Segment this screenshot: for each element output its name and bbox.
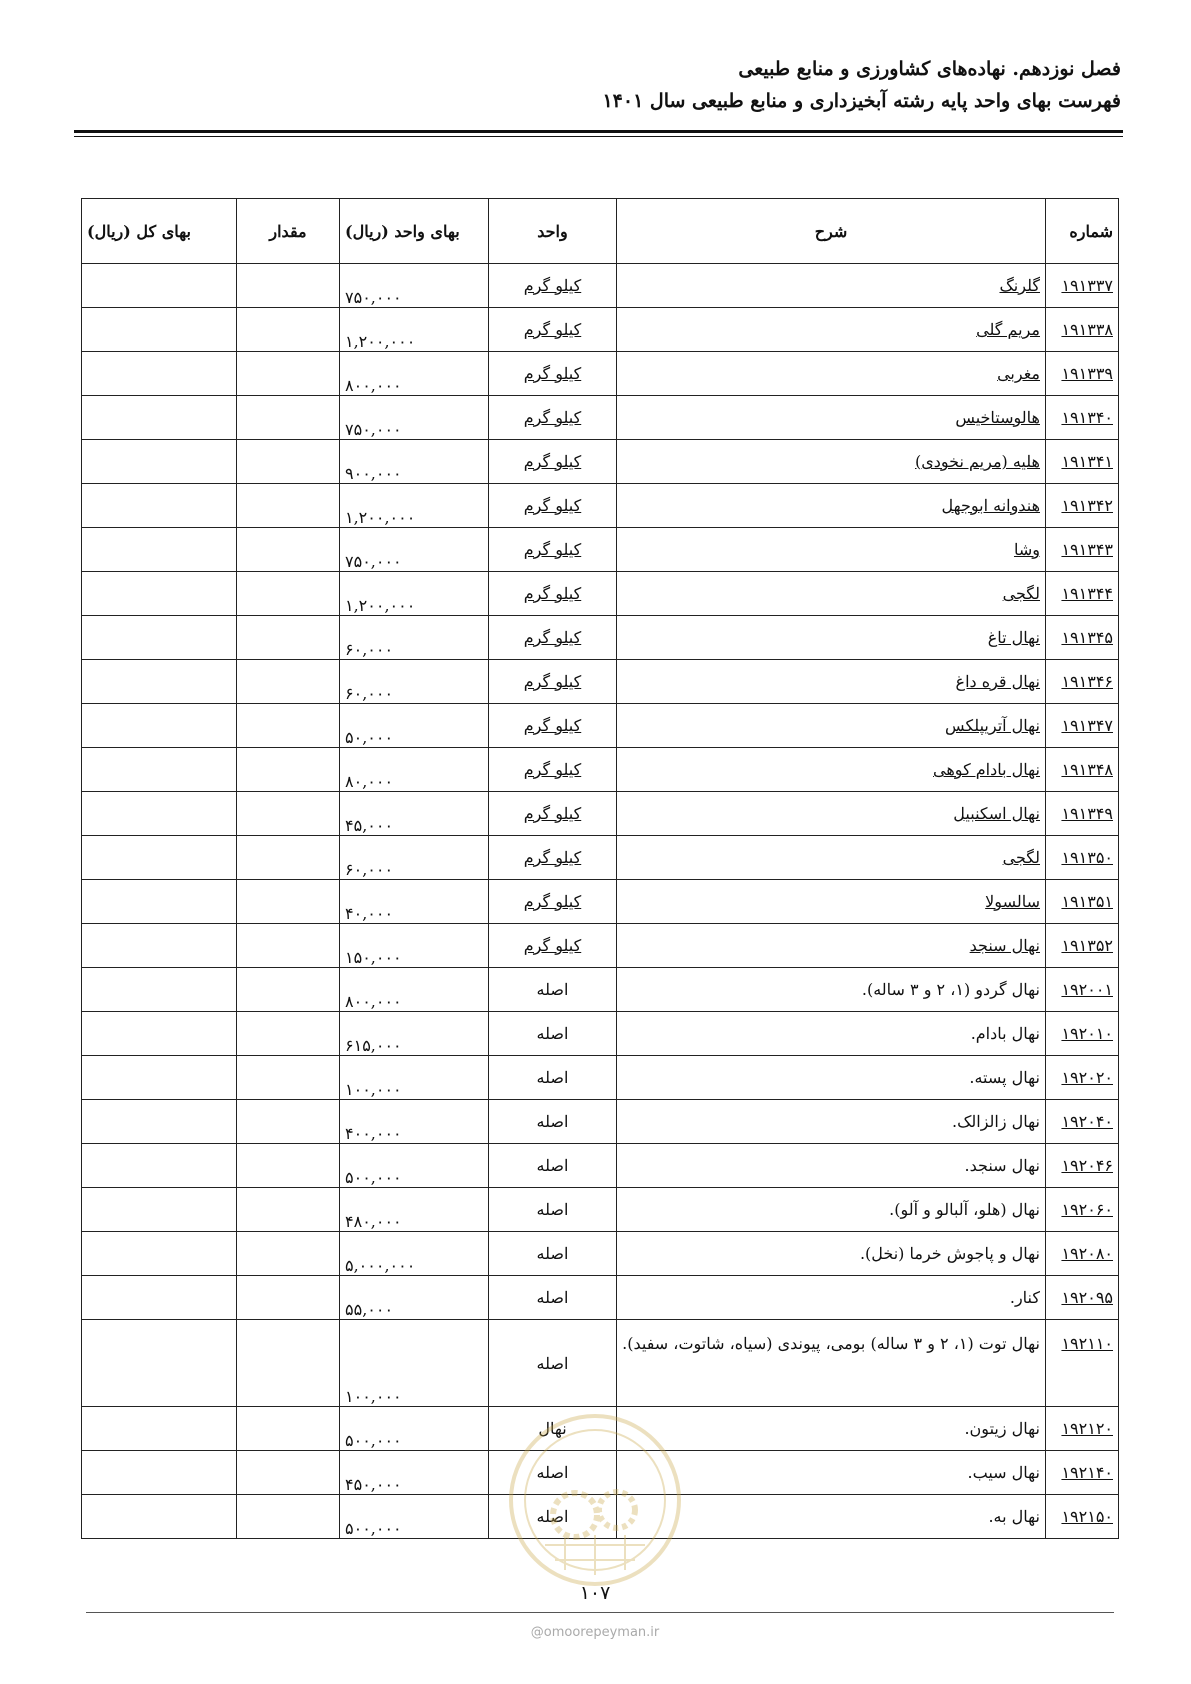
- item-description-text: نهال سنجد.: [964, 1156, 1040, 1175]
- item-quantity: [237, 924, 340, 968]
- table-row: [82, 264, 1119, 308]
- item-total-price: [82, 396, 237, 440]
- item-description: [617, 264, 1046, 308]
- item-quantity: [237, 440, 340, 484]
- item-unit: [489, 748, 617, 792]
- item-number: ۱۹۱۳۴۲: [1046, 484, 1119, 528]
- item-unit-text: اصله: [536, 1024, 569, 1043]
- item-description: [617, 748, 1046, 792]
- item-total-price: [82, 1320, 237, 1407]
- item-total-price: [82, 1407, 237, 1451]
- item-description-text: نهال آتریپلکس: [945, 716, 1040, 735]
- item-quantity: [237, 572, 340, 616]
- item-quantity: [237, 1100, 340, 1144]
- item-unit: [489, 1320, 617, 1407]
- item-total-price: [82, 1451, 237, 1495]
- item-quantity: [237, 1451, 340, 1495]
- item-unit-price: ۴۰۰,۰۰۰: [340, 1100, 489, 1144]
- table-row: [82, 1012, 1119, 1056]
- item-unit-price: ۷۵۰,۰۰۰: [340, 396, 489, 440]
- item-unit: [489, 1100, 617, 1144]
- item-description-text: مغربی: [997, 364, 1040, 383]
- item-unit-text: اصله: [536, 1463, 569, 1482]
- item-unit-price: ۱۰۰,۰۰۰: [340, 1056, 489, 1100]
- item-number: ۱۹۲۰۶۰: [1046, 1188, 1119, 1232]
- item-quantity: [237, 264, 340, 308]
- item-total-price: [82, 1232, 237, 1276]
- item-number: ۱۹۱۳۴۷: [1046, 704, 1119, 748]
- item-quantity: [237, 1495, 340, 1539]
- item-description: [617, 1144, 1046, 1188]
- item-total-price: [82, 1056, 237, 1100]
- item-unit: [489, 1276, 617, 1320]
- item-number: ۱۹۱۳۴۸: [1046, 748, 1119, 792]
- item-number: ۱۹۱۳۴۰: [1046, 396, 1119, 440]
- item-total-price: [82, 616, 237, 660]
- table-row: [82, 880, 1119, 924]
- header-total-price: بهای کل (ریال): [82, 199, 237, 264]
- item-total-price: [82, 660, 237, 704]
- item-unit-price: ۵,۰۰۰,۰۰۰: [340, 1232, 489, 1276]
- table-row: [82, 440, 1119, 484]
- item-quantity: [237, 352, 340, 396]
- item-description-text: هالوستاخیس: [955, 408, 1040, 427]
- item-description-text: کنار.: [1009, 1288, 1040, 1307]
- item-unit-price: ۷۵۰,۰۰۰: [340, 528, 489, 572]
- item-total-price: [82, 704, 237, 748]
- item-unit-price: ۴۸۰,۰۰۰: [340, 1188, 489, 1232]
- item-unit-price: ۶۱۵,۰۰۰: [340, 1012, 489, 1056]
- item-number: ۱۹۱۳۳۹: [1046, 352, 1119, 396]
- item-description-text: نهال پسته.: [969, 1068, 1040, 1087]
- item-unit-text: اصله: [536, 1112, 569, 1131]
- item-description-text: نهال زالزالک.: [951, 1112, 1040, 1131]
- item-description: [617, 1188, 1046, 1232]
- item-total-price: [82, 264, 237, 308]
- item-number: ۱۹۲۱۵۰: [1046, 1495, 1119, 1539]
- item-unit: [489, 484, 617, 528]
- item-quantity: [237, 836, 340, 880]
- item-description-text: نهال بادام کوهی: [933, 760, 1040, 779]
- table-row: [82, 484, 1119, 528]
- item-number: ۱۹۲۱۴۰: [1046, 1451, 1119, 1495]
- item-total-price: [82, 748, 237, 792]
- item-unit: [489, 264, 617, 308]
- item-unit: [489, 616, 617, 660]
- chapter-title: فصل نوزدهم. نهاده‌های کشاورزی و منابع طبیعی: [738, 58, 1121, 80]
- item-description: [617, 792, 1046, 836]
- item-unit-text: کیلو گرم: [523, 452, 582, 471]
- item-unit-price: ۷۵۰,۰۰۰: [340, 264, 489, 308]
- item-unit: [489, 1144, 617, 1188]
- item-description-text: نهال و پاجوش خرما (نخل).: [859, 1244, 1040, 1263]
- item-quantity: [237, 704, 340, 748]
- item-description: [617, 352, 1046, 396]
- item-unit-text: کیلو گرم: [523, 320, 582, 339]
- item-number: ۱۹۱۳۴۹: [1046, 792, 1119, 836]
- item-total-price: [82, 572, 237, 616]
- item-unit: [489, 1056, 617, 1100]
- page-header: [70, 52, 1121, 116]
- item-unit-price: ۹۰۰,۰۰۰: [340, 440, 489, 484]
- item-unit-price: ۵۰۰,۰۰۰: [340, 1407, 489, 1451]
- price-list-table: [81, 198, 1119, 1539]
- item-unit-text: کیلو گرم: [523, 496, 582, 515]
- item-number: ۱۹۱۳۵۰: [1046, 836, 1119, 880]
- item-unit-price: ۴۰,۰۰۰: [340, 880, 489, 924]
- item-quantity: [237, 1276, 340, 1320]
- item-unit: [489, 792, 617, 836]
- item-unit: [489, 308, 617, 352]
- item-unit-text: اصله: [536, 1288, 569, 1307]
- item-number: ۱۹۱۳۴۱: [1046, 440, 1119, 484]
- item-unit: [489, 880, 617, 924]
- item-unit-price: ۱,۲۰۰,۰۰۰: [340, 484, 489, 528]
- item-unit: [489, 924, 617, 968]
- item-total-price: [82, 440, 237, 484]
- header-description: شرح: [617, 199, 1046, 264]
- item-description-text: نهال تاغ: [987, 628, 1040, 647]
- table-row: [82, 572, 1119, 616]
- item-description: [617, 1276, 1046, 1320]
- item-quantity: [237, 396, 340, 440]
- item-unit-text: کیلو گرم: [523, 804, 582, 823]
- item-description: [617, 528, 1046, 572]
- item-total-price: [82, 1100, 237, 1144]
- item-description: [617, 1012, 1046, 1056]
- item-description-text: لگجی: [1002, 584, 1040, 603]
- item-quantity: [237, 1407, 340, 1451]
- item-number: ۱۹۲۰۲۰: [1046, 1056, 1119, 1100]
- item-unit-text: کیلو گرم: [523, 408, 582, 427]
- item-unit: [489, 704, 617, 748]
- item-unit: [489, 1232, 617, 1276]
- table-row: [82, 792, 1119, 836]
- item-unit-text: کیلو گرم: [523, 540, 582, 559]
- item-unit-text: کیلو گرم: [523, 628, 582, 647]
- table-row: [82, 1276, 1119, 1320]
- header-rule-thick: [74, 130, 1123, 133]
- item-unit-text: اصله: [536, 1507, 569, 1526]
- table-row: [82, 748, 1119, 792]
- item-description-text: نهال قره داغ: [955, 672, 1040, 691]
- item-number: ۱۹۱۳۴۵: [1046, 616, 1119, 660]
- item-unit: [489, 968, 617, 1012]
- item-unit: [489, 660, 617, 704]
- item-description-text: نهال بادام.: [970, 1024, 1040, 1043]
- item-unit-text: اصله: [536, 1244, 569, 1263]
- item-unit: [489, 440, 617, 484]
- item-unit: [489, 572, 617, 616]
- item-description: [617, 1056, 1046, 1100]
- item-quantity: [237, 968, 340, 1012]
- table-row: [82, 704, 1119, 748]
- header-number: شماره: [1046, 199, 1119, 264]
- item-unit-price: ۴۵۰,۰۰۰: [340, 1451, 489, 1495]
- item-unit-price: ۵۰۰,۰۰۰: [340, 1495, 489, 1539]
- item-description-text: نهال (هلو، آلبالو و آلو).: [889, 1200, 1040, 1219]
- item-number: ۱۹۱۳۵۱: [1046, 880, 1119, 924]
- item-description: [617, 1232, 1046, 1276]
- item-quantity: [237, 748, 340, 792]
- item-description: [617, 1100, 1046, 1144]
- item-unit-text: کیلو گرم: [523, 672, 582, 691]
- table-row: [82, 396, 1119, 440]
- item-unit-price: ۵۵,۰۰۰: [340, 1276, 489, 1320]
- watermark-seal-icon: [505, 1410, 685, 1590]
- item-description: [617, 836, 1046, 880]
- item-total-price: [82, 352, 237, 396]
- item-unit: [489, 528, 617, 572]
- item-quantity: [237, 660, 340, 704]
- item-number: ۱۹۱۳۳۸: [1046, 308, 1119, 352]
- item-number: ۱۹۱۳۳۷: [1046, 264, 1119, 308]
- table-row: [82, 836, 1119, 880]
- item-description: [617, 396, 1046, 440]
- item-unit-text: کیلو گرم: [523, 584, 582, 603]
- item-total-price: [82, 528, 237, 572]
- item-quantity: [237, 1188, 340, 1232]
- table-row: [82, 1188, 1119, 1232]
- item-description-text: سالسولا: [985, 892, 1040, 911]
- item-description-text: نهال زیتون.: [964, 1419, 1040, 1438]
- item-total-price: [82, 924, 237, 968]
- item-unit-text: کیلو گرم: [523, 936, 582, 955]
- item-description-text: گلرنگ: [999, 276, 1040, 295]
- item-unit-price: ۸۰,۰۰۰: [340, 748, 489, 792]
- item-unit-price: ۸۰۰,۰۰۰: [340, 352, 489, 396]
- item-description: [617, 484, 1046, 528]
- item-quantity: [237, 484, 340, 528]
- header-unit: واحد: [489, 199, 617, 264]
- page-number: ۱۰۷: [579, 1582, 611, 1604]
- item-unit: [489, 1188, 617, 1232]
- item-unit: [489, 352, 617, 396]
- item-description: [617, 308, 1046, 352]
- item-unit-price: ۱۰۰,۰۰۰: [340, 1320, 489, 1407]
- item-quantity: [237, 1320, 340, 1407]
- item-unit-text: کیلو گرم: [523, 848, 582, 867]
- item-unit-text: کیلو گرم: [523, 716, 582, 735]
- item-total-price: [82, 968, 237, 1012]
- item-description: [617, 880, 1046, 924]
- header-rule-thin: [74, 136, 1123, 137]
- item-unit-price: ۵۰۰,۰۰۰: [340, 1144, 489, 1188]
- item-quantity: [237, 1232, 340, 1276]
- item-unit-text: نهال: [538, 1419, 567, 1438]
- document-subtitle: فهرست بهای واحد پایه رشته آبخیزداری و منابع طبیعی سال ۱۴۰۱: [602, 90, 1121, 112]
- item-number: ۱۹۲۰۸۰: [1046, 1232, 1119, 1276]
- item-total-price: [82, 792, 237, 836]
- item-unit-text: کیلو گرم: [523, 760, 582, 779]
- item-unit-text: اصله: [536, 1200, 569, 1219]
- item-unit: [489, 836, 617, 880]
- item-quantity: [237, 1144, 340, 1188]
- item-number: ۱۹۲۱۲۰: [1046, 1407, 1119, 1451]
- item-total-price: [82, 880, 237, 924]
- item-unit-price: ۱,۲۰۰,۰۰۰: [340, 308, 489, 352]
- table-row: [82, 660, 1119, 704]
- item-description-text: نهال به.: [988, 1507, 1040, 1526]
- table-row: [82, 1320, 1119, 1407]
- table-row: [82, 1100, 1119, 1144]
- table-row: [82, 616, 1119, 660]
- item-unit-price: ۱۵۰,۰۰۰: [340, 924, 489, 968]
- item-unit-price: ۶۰,۰۰۰: [340, 836, 489, 880]
- item-description-text: مریم گلی: [976, 320, 1040, 339]
- item-unit-text: کیلو گرم: [523, 276, 582, 295]
- item-number: ۱۹۲۰۱۰: [1046, 1012, 1119, 1056]
- item-number: ۱۹۲۰۴۶: [1046, 1144, 1119, 1188]
- item-description-text: نهال سیب.: [967, 1463, 1040, 1482]
- item-description-text: نهال اسکنبیل: [953, 804, 1040, 823]
- item-total-price: [82, 484, 237, 528]
- item-number: ۱۹۲۰۰۱: [1046, 968, 1119, 1012]
- item-total-price: [82, 1188, 237, 1232]
- item-unit-price: ۱,۲۰۰,۰۰۰: [340, 572, 489, 616]
- table-header-row: [82, 199, 1119, 264]
- item-description: [617, 1320, 1046, 1407]
- item-unit-price: ۶۰,۰۰۰: [340, 660, 489, 704]
- item-description: [617, 572, 1046, 616]
- item-unit-price: ۶۰,۰۰۰: [340, 616, 489, 660]
- item-number: ۱۹۲۰۴۰: [1046, 1100, 1119, 1144]
- item-quantity: [237, 616, 340, 660]
- item-total-price: [82, 836, 237, 880]
- table-row: [82, 528, 1119, 572]
- table-row: [82, 924, 1119, 968]
- item-description: [617, 440, 1046, 484]
- item-total-price: [82, 1276, 237, 1320]
- table-row: [82, 1056, 1119, 1100]
- item-unit-text: کیلو گرم: [523, 892, 582, 911]
- header-quantity: مقدار: [237, 199, 340, 264]
- item-number: ۱۹۱۳۴۳: [1046, 528, 1119, 572]
- item-unit-text: اصله: [536, 980, 569, 999]
- item-quantity: [237, 1056, 340, 1100]
- item-total-price: [82, 308, 237, 352]
- item-total-price: [82, 1012, 237, 1056]
- item-number: ۱۹۲۰۹۵: [1046, 1276, 1119, 1320]
- item-total-price: [82, 1144, 237, 1188]
- table-row: [82, 1144, 1119, 1188]
- item-unit-price: ۴۵,۰۰۰: [340, 792, 489, 836]
- item-description-text: وشا: [1013, 540, 1040, 559]
- item-quantity: [237, 528, 340, 572]
- item-quantity: [237, 1012, 340, 1056]
- item-unit-price: ۵۰,۰۰۰: [340, 704, 489, 748]
- item-unit-text: اصله: [536, 1156, 569, 1175]
- table-row: [82, 308, 1119, 352]
- item-total-price: [82, 1495, 237, 1539]
- item-description-text: لگجی: [1002, 848, 1040, 867]
- item-unit: [489, 396, 617, 440]
- footer-rule: [86, 1612, 1114, 1613]
- item-number: ۱۹۱۳۵۲: [1046, 924, 1119, 968]
- item-description: [617, 924, 1046, 968]
- item-unit-text: کیلو گرم: [523, 364, 582, 383]
- item-description-text: نهال سنجد: [969, 936, 1040, 955]
- header-unit-price: بهای واحد (ریال): [340, 199, 489, 264]
- item-description-text: هلیه (مریم نخودی): [915, 452, 1040, 471]
- table-row: [82, 352, 1119, 396]
- item-unit: [489, 1012, 617, 1056]
- item-description: [617, 616, 1046, 660]
- table-row: [82, 968, 1119, 1012]
- item-unit-text: اصله: [536, 1068, 569, 1087]
- item-description-text: نهال توت (۱، ۲ و ۳ ساله) بومی، پیوندی (سیاه، شاتوت، سفید).: [622, 1334, 1040, 1353]
- item-description-text: هندوانه ابوجهل: [941, 496, 1040, 515]
- item-unit-price: ۸۰۰,۰۰۰: [340, 968, 489, 1012]
- item-quantity: [237, 308, 340, 352]
- item-quantity: [237, 880, 340, 924]
- item-quantity: [237, 792, 340, 836]
- item-description: [617, 704, 1046, 748]
- item-description: [617, 968, 1046, 1012]
- item-description-text: نهال گردو (۱، ۲ و ۳ ساله).: [861, 980, 1040, 999]
- website-watermark: @omoorepeyman.ir: [530, 1625, 660, 1640]
- item-number: ۱۹۱۳۴۴: [1046, 572, 1119, 616]
- item-description: [617, 660, 1046, 704]
- item-number: ۱۹۲۱۱۰: [1046, 1320, 1119, 1407]
- item-unit-text: اصله: [536, 1353, 569, 1373]
- table-row: [82, 1232, 1119, 1276]
- item-number: ۱۹۱۳۴۶: [1046, 660, 1119, 704]
